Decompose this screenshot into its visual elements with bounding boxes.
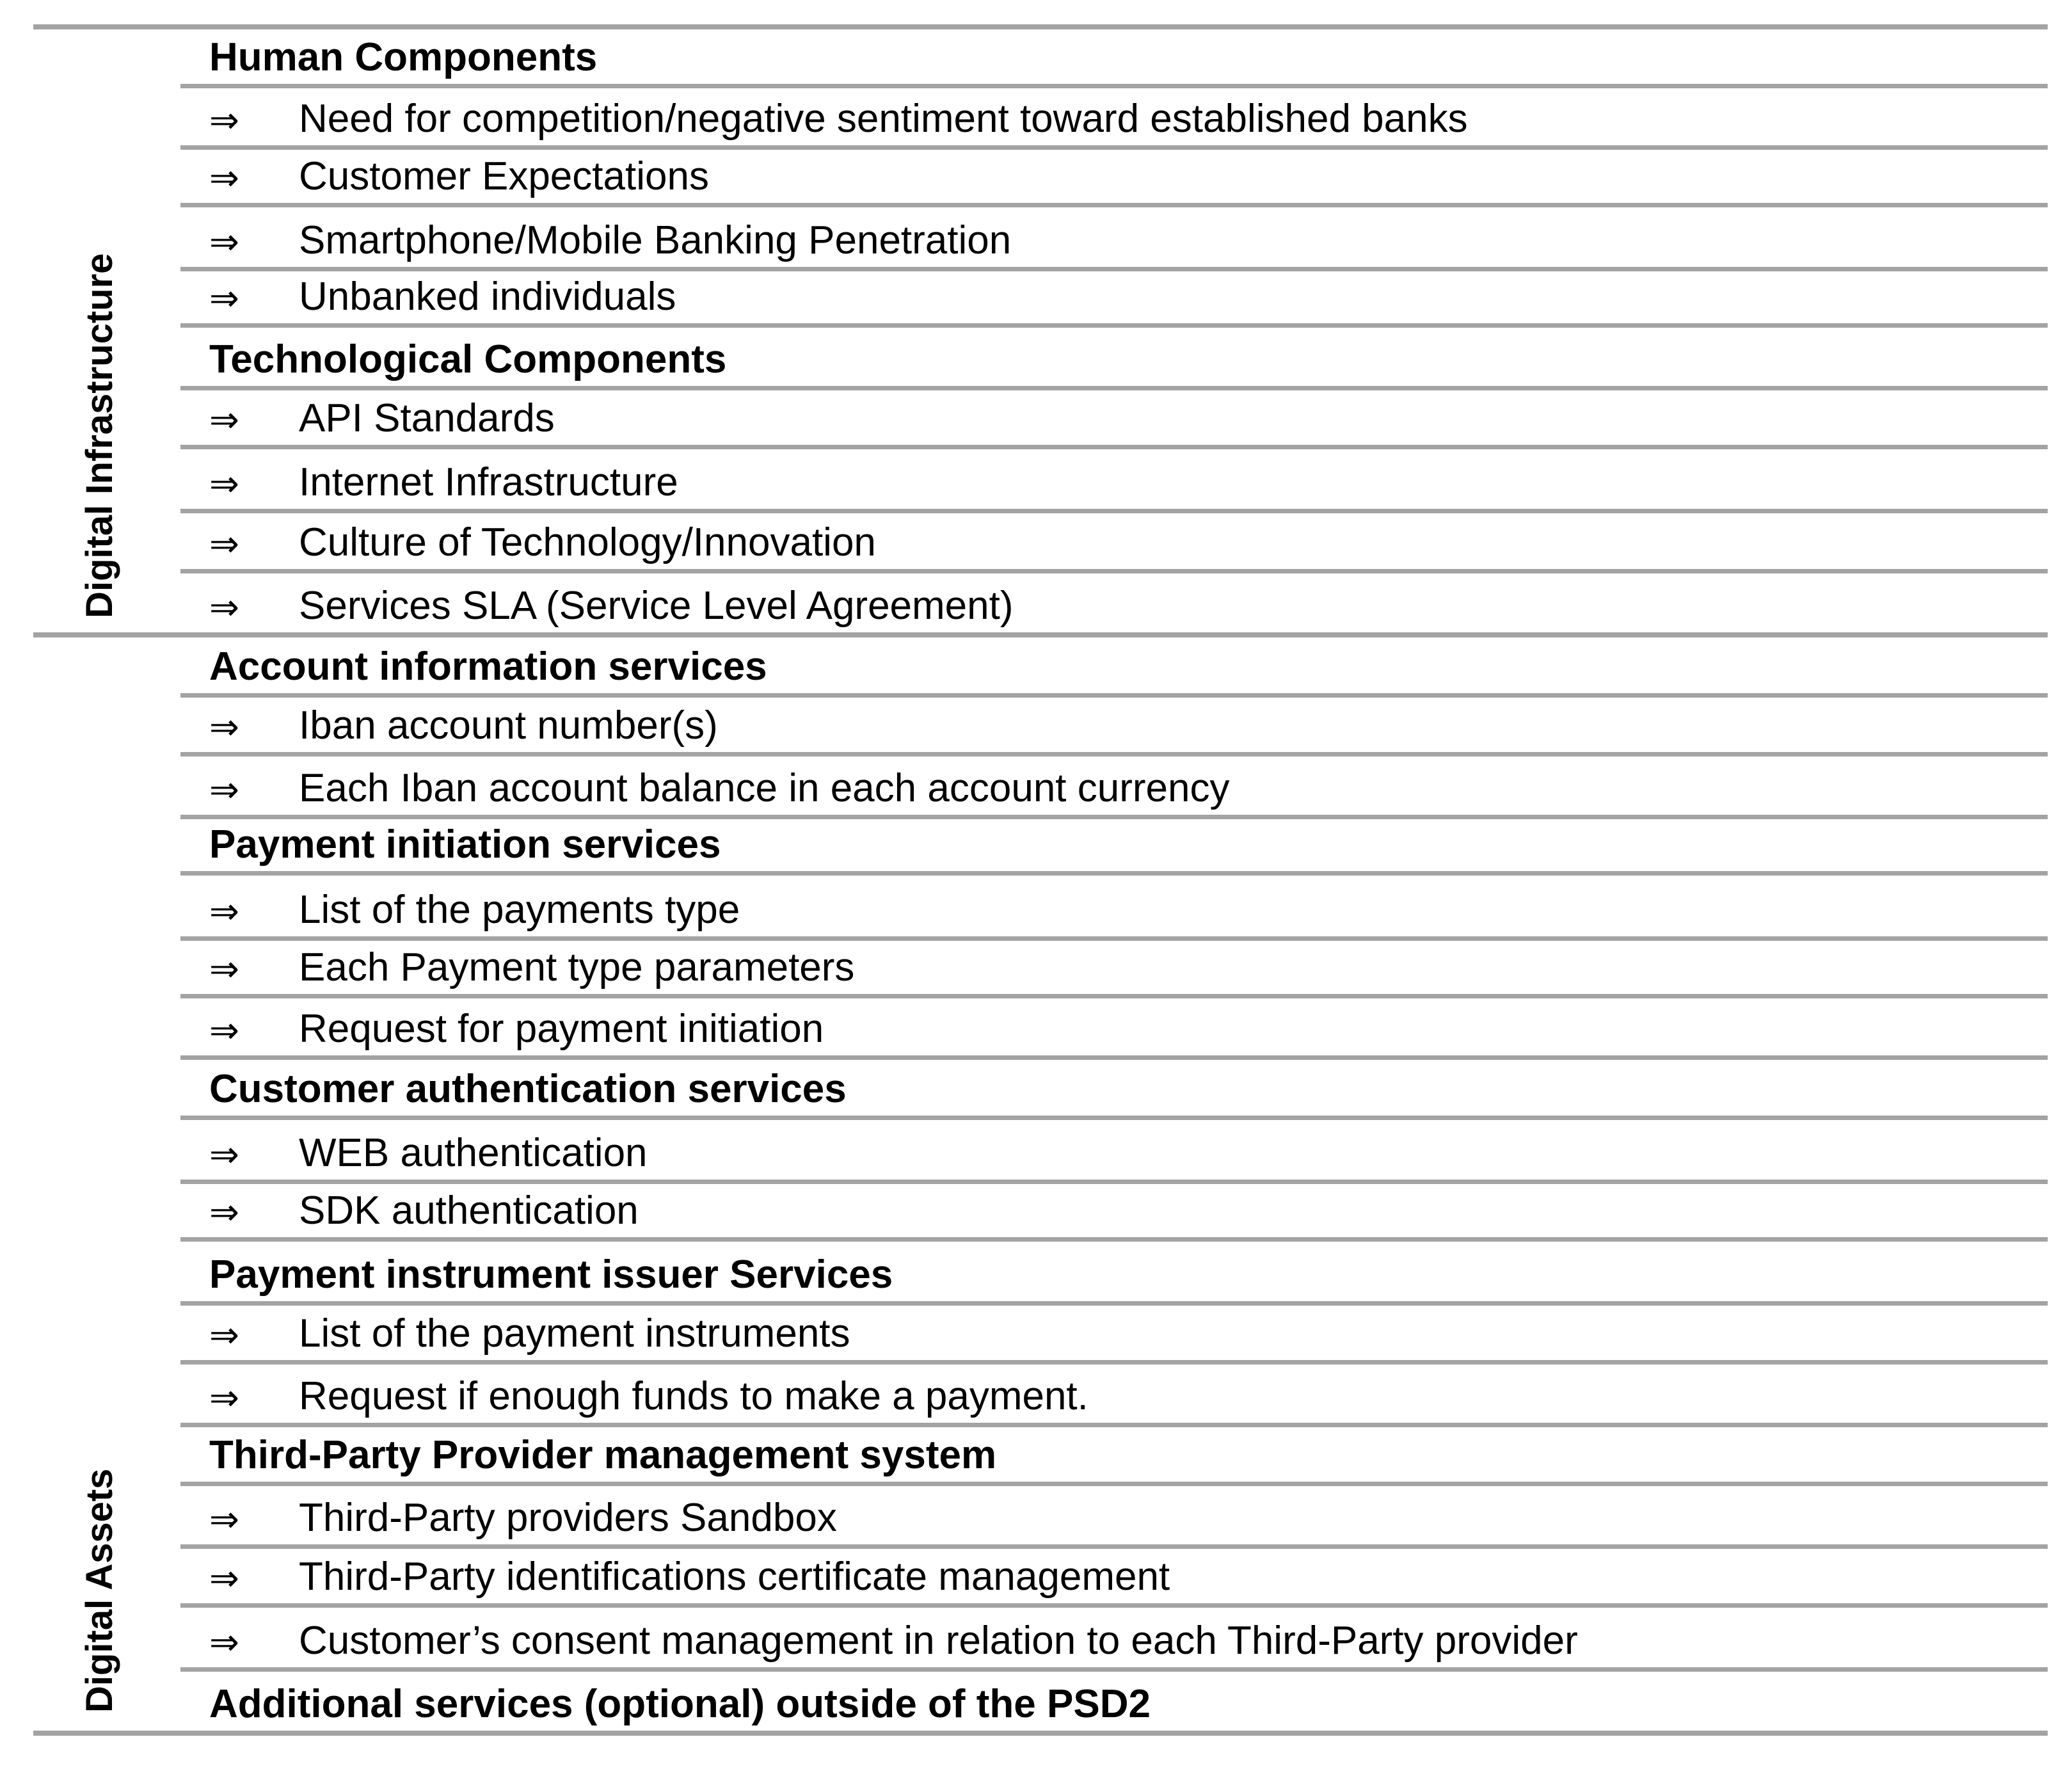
item-text: Each Iban account balance in each account currency [299, 766, 1230, 810]
item-text: Third-Party providers Sandbox [299, 1496, 837, 1540]
arrow-icon: ⇒ [209, 891, 239, 933]
item-text: Services SLA (Service Level Agreement) [299, 584, 1014, 628]
group-heading: Account information services [180, 637, 2048, 698]
side-label-column [33, 637, 180, 1731]
item-text: Customer Expectations [299, 154, 709, 198]
framework-table [33, 24, 2048, 1736]
list-item [180, 1365, 2048, 1427]
arrow-icon: ⇒ [209, 707, 239, 748]
arrow-icon: ⇒ [209, 769, 239, 811]
item-text: Culture of Technology/Innovation [299, 520, 876, 564]
list-item [180, 876, 2048, 941]
section-label: Digital Assets [79, 1468, 120, 1713]
item-text: SDK authentication [299, 1189, 639, 1233]
arrow-icon: ⇒ [209, 949, 239, 990]
item-text: Request if enough funds to make a payment. [299, 1374, 1088, 1418]
top-rule [33, 24, 2048, 29]
arrow-icon: ⇒ [209, 278, 239, 319]
item-text: Internet Infrastructure [299, 460, 678, 504]
arrow-icon: ⇒ [209, 1622, 239, 1663]
section-rows [180, 29, 2048, 632]
list-item [180, 449, 2048, 513]
arrow-icon: ⇒ [209, 587, 239, 628]
arrow-icon: ⇒ [209, 1134, 239, 1176]
section-rows [180, 637, 2048, 1731]
section-label: Digital Infrastructure [79, 253, 120, 618]
group-heading: Third-Party Provider management system [180, 1427, 2048, 1486]
group-heading: Human Components [180, 29, 2048, 88]
item-text: List of the payment instruments [299, 1311, 850, 1356]
side-label-column [33, 29, 180, 632]
item-text: Each Payment type parameters [299, 945, 855, 989]
arrow-icon: ⇒ [209, 221, 239, 263]
item-text: Need for competition/negative sentiment toward established banks [299, 97, 1468, 141]
list-item [180, 1120, 2048, 1184]
list-item [180, 1608, 2048, 1672]
list-item [180, 1306, 2048, 1365]
arrow-icon: ⇒ [209, 463, 239, 505]
item-text: Third-Party identifications certificate management [299, 1555, 1170, 1599]
list-item [180, 271, 2048, 328]
list-item [180, 998, 2048, 1060]
list-item [180, 573, 2048, 632]
item-text: Iban account number(s) [299, 703, 718, 748]
list-item [180, 756, 2048, 819]
item-text: WEB authentication [299, 1131, 648, 1175]
arrow-icon: ⇒ [209, 1558, 239, 1599]
item-text: List of the payments type [299, 888, 740, 932]
arrow-icon: ⇒ [209, 100, 239, 141]
list-item [180, 1184, 2048, 1242]
arrow-icon: ⇒ [209, 1377, 239, 1419]
arrow-icon: ⇒ [209, 157, 239, 199]
arrow-icon: ⇒ [209, 399, 239, 441]
arrow-icon: ⇒ [209, 1315, 239, 1356]
list-item [180, 390, 2048, 449]
arrow-icon: ⇒ [209, 1192, 239, 1233]
list-item [180, 207, 2048, 271]
item-text: Smartphone/Mobile Banking Penetration [299, 218, 1012, 262]
group-heading: Customer authentication services [180, 1060, 2048, 1120]
group-heading: Payment initiation services [180, 819, 2048, 876]
group-heading: Additional services (optional) outside of the PSD2 [209, 1682, 1151, 1726]
list-item [180, 1486, 2048, 1549]
bottom-rule [33, 1731, 2048, 1736]
group-heading: Technological Components [180, 328, 2048, 390]
group-heading: Payment instrument issuer Services [180, 1242, 2048, 1306]
list-item [180, 513, 2048, 573]
section-digital-assets [33, 637, 2048, 1731]
item-text: Customer’s consent management in relation to each Third-Party provider [299, 1619, 1578, 1663]
item-text: API Standards [299, 396, 555, 440]
arrow-icon: ⇒ [209, 1010, 239, 1052]
item-text: Unbanked individuals [299, 275, 676, 319]
list-item [180, 88, 2048, 150]
list-item [180, 1549, 2048, 1608]
section-digital-infrastructure [33, 29, 2048, 632]
arrow-icon: ⇒ [209, 524, 239, 565]
list-item [180, 150, 2048, 207]
list-item [180, 941, 2048, 998]
arrow-icon: ⇒ [209, 1499, 239, 1541]
item-text: Request for payment initiation [299, 1007, 824, 1051]
section-divider [33, 632, 2048, 637]
list-item [180, 698, 2048, 756]
